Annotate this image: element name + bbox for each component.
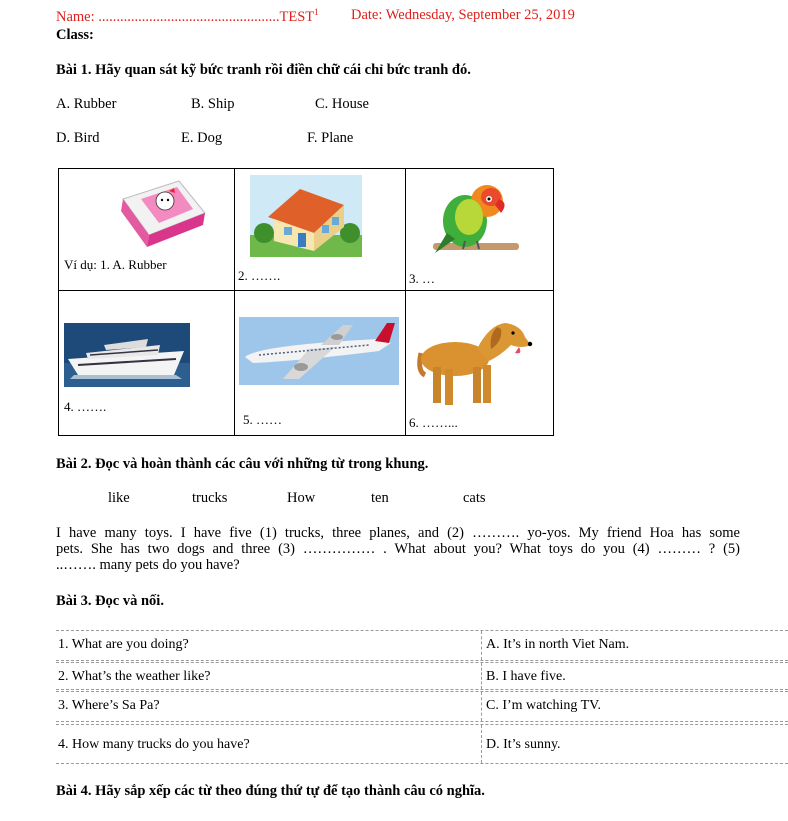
option-c: C. House: [315, 96, 369, 112]
test-superscript: 1: [314, 7, 319, 17]
word-trucks: trucks: [192, 490, 228, 506]
match-row: [56, 724, 788, 764]
ex2-title: Bài 2. Đọc và hoàn thành các câu với những từ trong khung.: [56, 456, 429, 472]
caption-4: 4. …….: [64, 399, 107, 414]
ex1-title: Bài 1. Hãy quan sát kỹ bức tranh rồi điền chữ cái chỉ bức tranh đó.: [56, 62, 471, 78]
word-like: like: [108, 490, 130, 506]
plane-picture: [239, 317, 399, 385]
passage-line-2: pets. She has two dogs and three (3) …………… . What about you? What toys do you (4) ……… ? (5): [56, 541, 740, 557]
ex3-title: Bài 3. Đọc và nối.: [56, 593, 164, 609]
passage-line-1: I have many toys. I have five (1) trucks, three planes, and (2) ………. yo-yos. My friend Hoa has some: [56, 525, 740, 541]
passage-line-3: ..……. many pets do you have?: [56, 557, 240, 573]
option-b: B. Ship: [191, 96, 235, 112]
word-how: How: [287, 490, 316, 506]
caption-1: Ví dụ: 1. A. Rubber: [64, 257, 167, 272]
match-row: [56, 630, 788, 661]
caption-2: 2. …….: [238, 268, 281, 283]
question-1: 1. What are you doing?: [58, 637, 189, 652]
question-2: 2. What’s the weather like?: [58, 669, 211, 684]
option-a: A. Rubber: [56, 96, 117, 112]
word-cats: cats: [463, 490, 486, 506]
match-row: [56, 691, 788, 722]
answer-d: D. It’s sunny.: [486, 737, 561, 752]
answer-a: A. It’s in north Viet Nam.: [486, 637, 630, 652]
caption-3: 3. …: [409, 271, 435, 286]
dog-picture: [411, 315, 533, 411]
question-4: 4. How many trucks do you have?: [58, 737, 250, 752]
word-ten: ten: [371, 490, 389, 506]
ex4-title: Bài 4. Hãy sắp xếp các từ theo đúng thứ tự để tạo thành câu có nghĩa.: [56, 783, 485, 799]
class-label: Class:: [56, 27, 94, 43]
option-d: D. Bird: [56, 130, 100, 146]
option-e: E. Dog: [181, 130, 223, 146]
option-f: F. Plane: [307, 130, 354, 146]
date-text: Date: Wednesday, September 25, 2019: [351, 7, 575, 23]
ship-picture: [64, 323, 190, 387]
question-3: 3. Where’s Sa Pa?: [58, 698, 160, 713]
name-line: [56, 7, 319, 26]
name-label: Name: ..................................................TEST: [56, 8, 315, 25]
answer-b: B. I have five.: [486, 669, 566, 684]
passage: [56, 525, 740, 573]
answer-c: C. I’m watching TV.: [486, 698, 601, 713]
caption-6: 6. ……...: [409, 415, 458, 430]
house-picture: [250, 175, 362, 257]
parrot-picture: [429, 177, 521, 261]
picture-grid: [58, 168, 554, 436]
rubber-eraser-picture: [117, 177, 209, 249]
match-row: [56, 662, 788, 690]
caption-5: 5. ……: [243, 412, 282, 427]
